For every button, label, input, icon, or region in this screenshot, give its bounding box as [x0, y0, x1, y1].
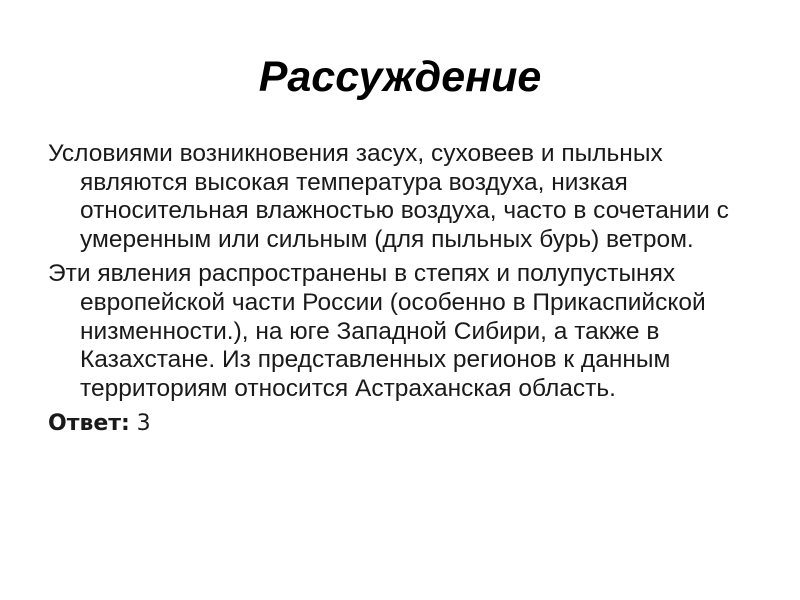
- paragraph-conditions: Условиями возникновения засух, суховеев и пыльных являются высокая температура воздуха, низкая относительная влажностью воздуха, часто в сочетании с умеренным или сильным (для пыльных бурь) ветром.: [48, 140, 729, 253]
- answer-label: Ответ:: [48, 411, 130, 437]
- slide-body: [48, 140, 768, 439]
- slide-title: Рассуждение: [258, 53, 542, 101]
- answer-value: 3: [136, 411, 151, 437]
- answer-line: [48, 409, 768, 439]
- paragraph-regions: Эти явления распространены в степях и полупустынях европейской части России (особенно в Прикаспийской низменности.), на юге Западной Сибири, а также в Казахстане. Из представленных регионов к данным территориям относится Астраханская область.: [48, 260, 706, 402]
